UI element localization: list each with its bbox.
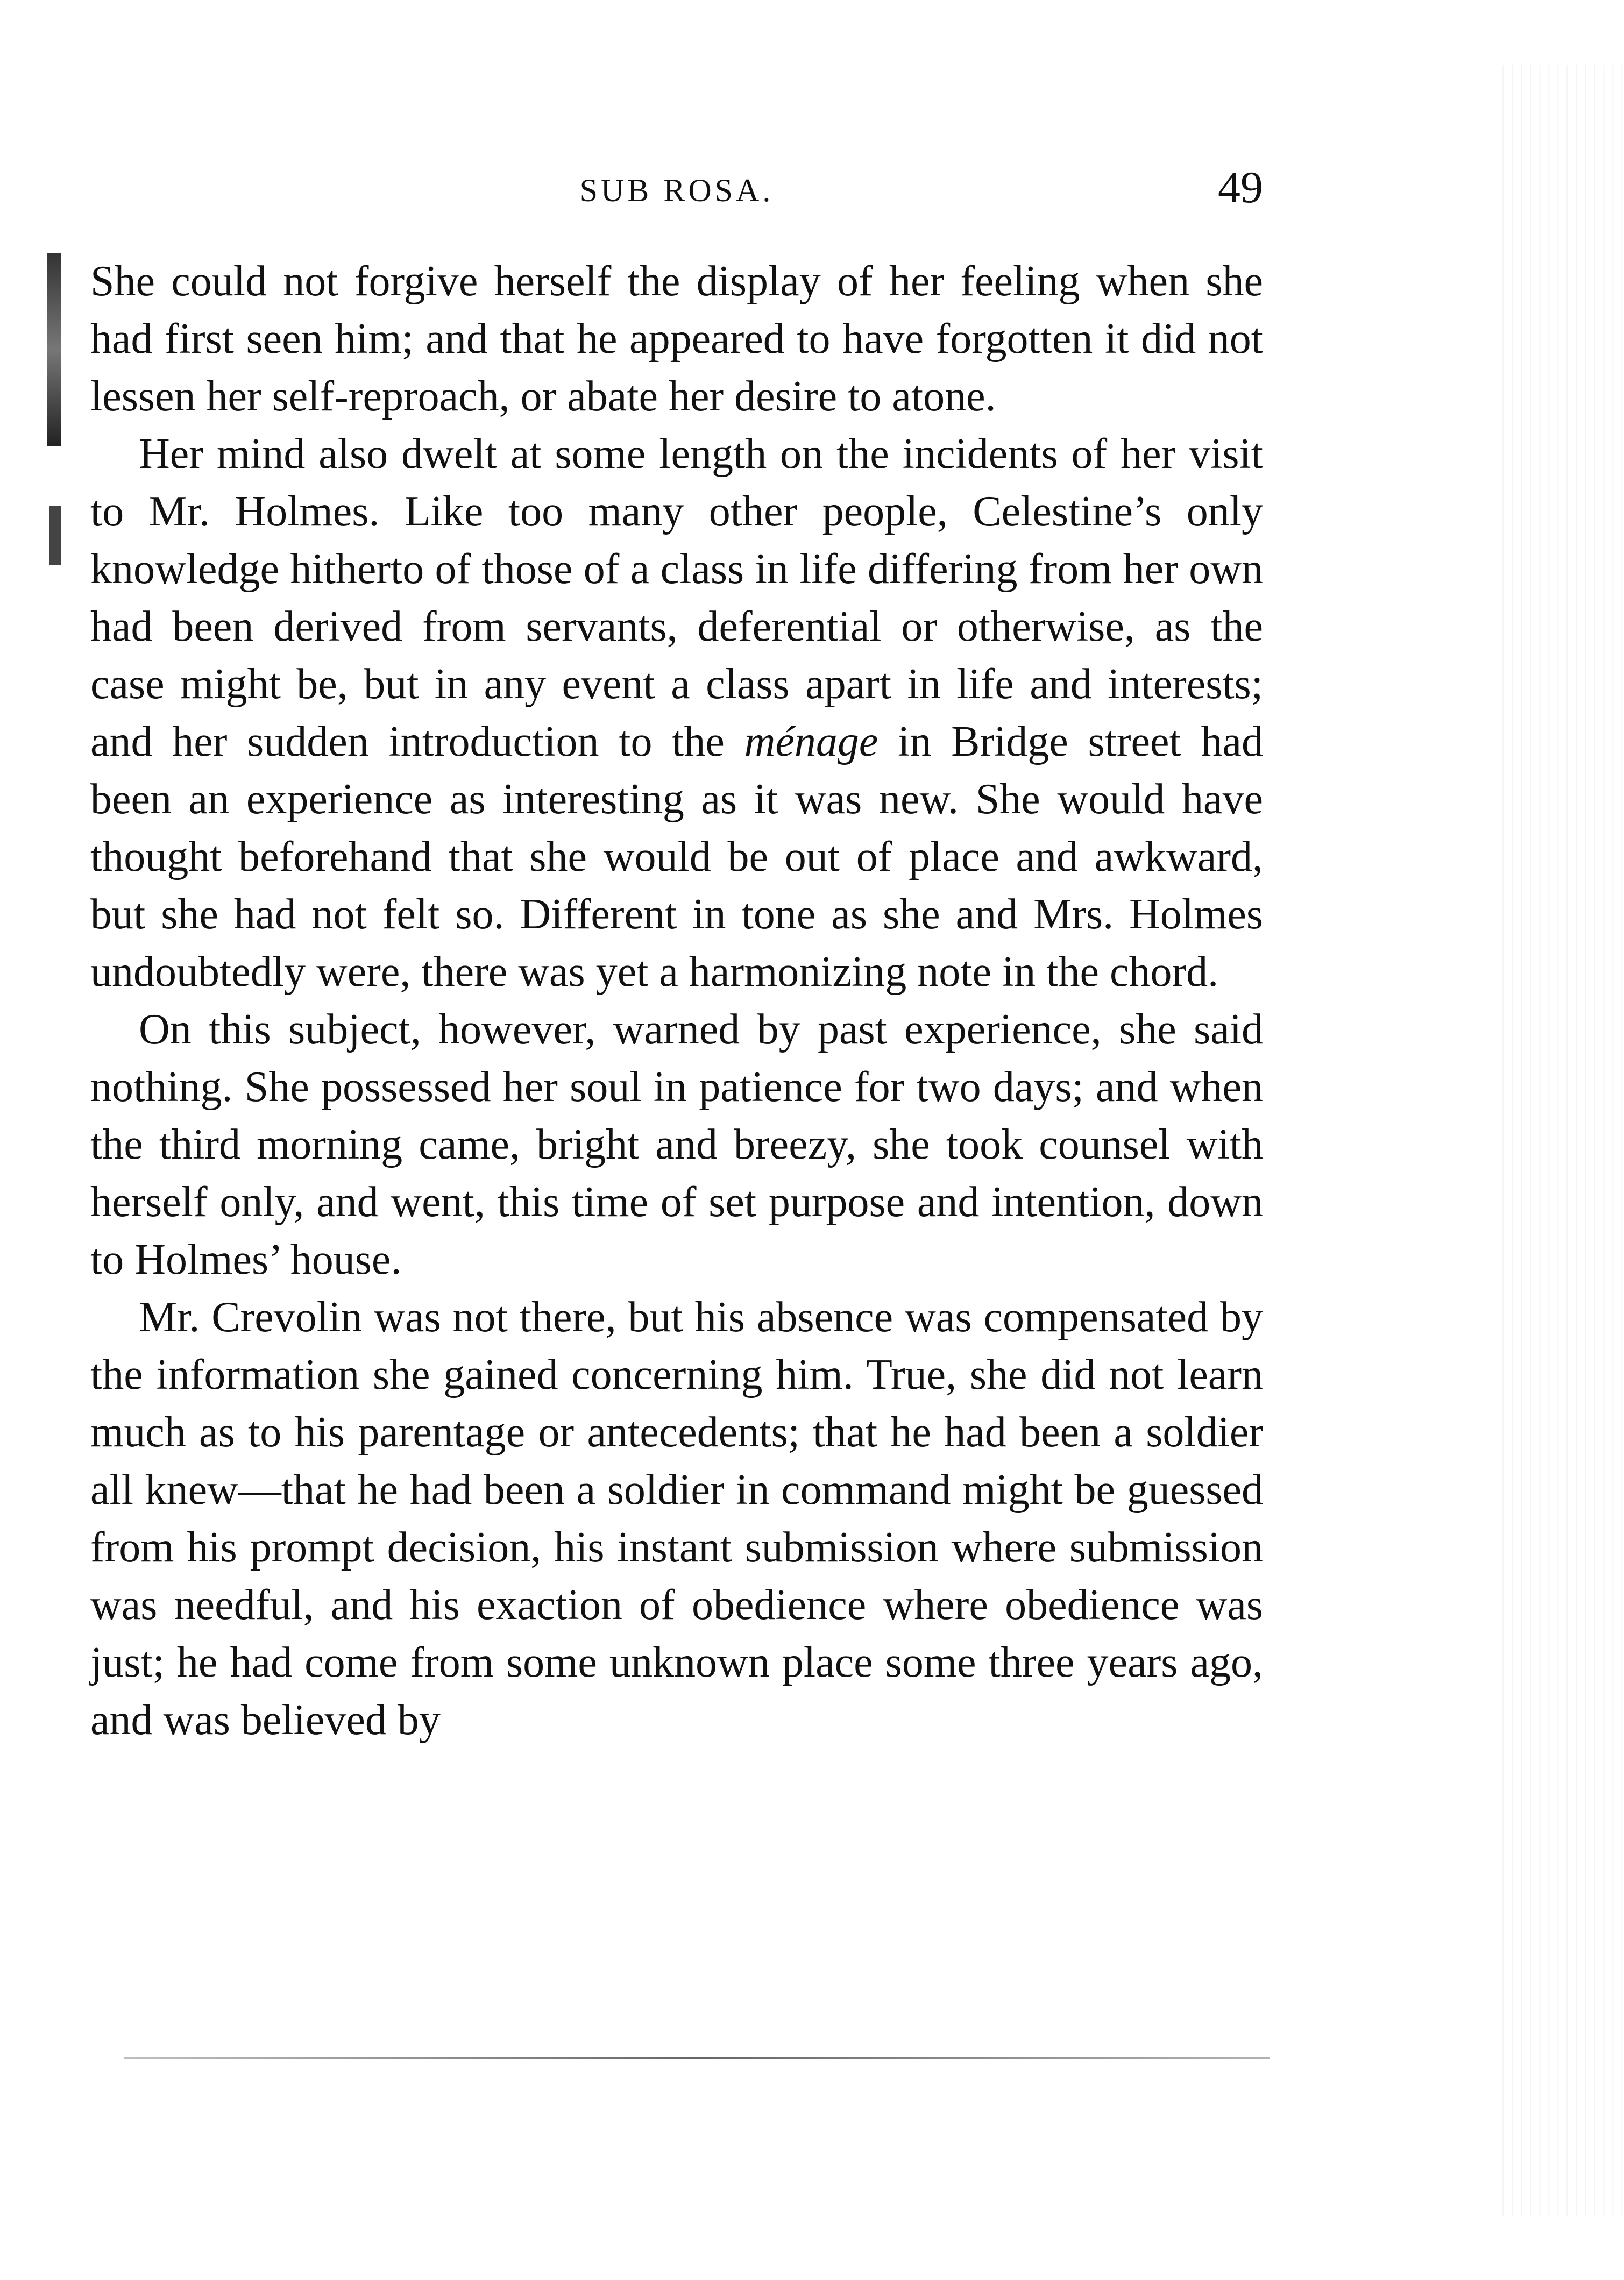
paragraph-text: Her mind also dwelt at some length on the incidents of her visit to Mr. Holmes. Like too many other people, Celestine’s only knowledge hitherto of those of a class in life differing from her own had been derived from servants, deferential or otherwise, as the case might be, but in any event a class apart in life and interests; and her sudden introduction to the [90, 430, 1263, 765]
paragraph: Mr. Crevolin was not there, but his absence was compensated by the information she gained concerning him. True, she did not learn much as to his parentage or antecedents; that he had been a soldier all knew—that he had been a soldier in command might be guessed from his prompt decision, his instant submission where submission was needful, and his exaction of obedience where obedience was just; he had come from some unknown place some three years ago, and was believed by [90, 1294, 1263, 1744]
italic-word: ménage [744, 718, 878, 765]
running-head [90, 161, 1263, 221]
scan-bottom-line [124, 2057, 1270, 2059]
body-text [90, 253, 1263, 1749]
page-number: 49 [1218, 162, 1263, 212]
paragraph: On this subject, however, warned by past experience, she said nothing. She possessed her soul in patience for two days; and when the third morning came, bright and breezy, she took counsel with herself only, and went, this time of set purpose and intention, down to Holmes’ house. [90, 1006, 1263, 1283]
paragraph [90, 425, 1263, 1001]
scan-bleed-through [1495, 65, 1624, 2216]
scan-margin-mark [49, 506, 61, 565]
scan-margin-mark [47, 253, 61, 446]
paragraph: She could not forgive herself the display of her feeling when she had first seen him; and that he appeared to have forgotten it did not lessen her self-reproach, or abate her desire to atone. [90, 258, 1263, 420]
paragraph-text: in Bridge street had been an experience as interesting as it was new. She would have thought beforehand that she would be out of place and awkward, but she had not felt so. Different in tone as she and Mrs. Holmes undoubtedly were, there was yet a harmonizing note in the chord. [90, 718, 1264, 996]
running-title: SUB ROSA. [579, 173, 774, 208]
